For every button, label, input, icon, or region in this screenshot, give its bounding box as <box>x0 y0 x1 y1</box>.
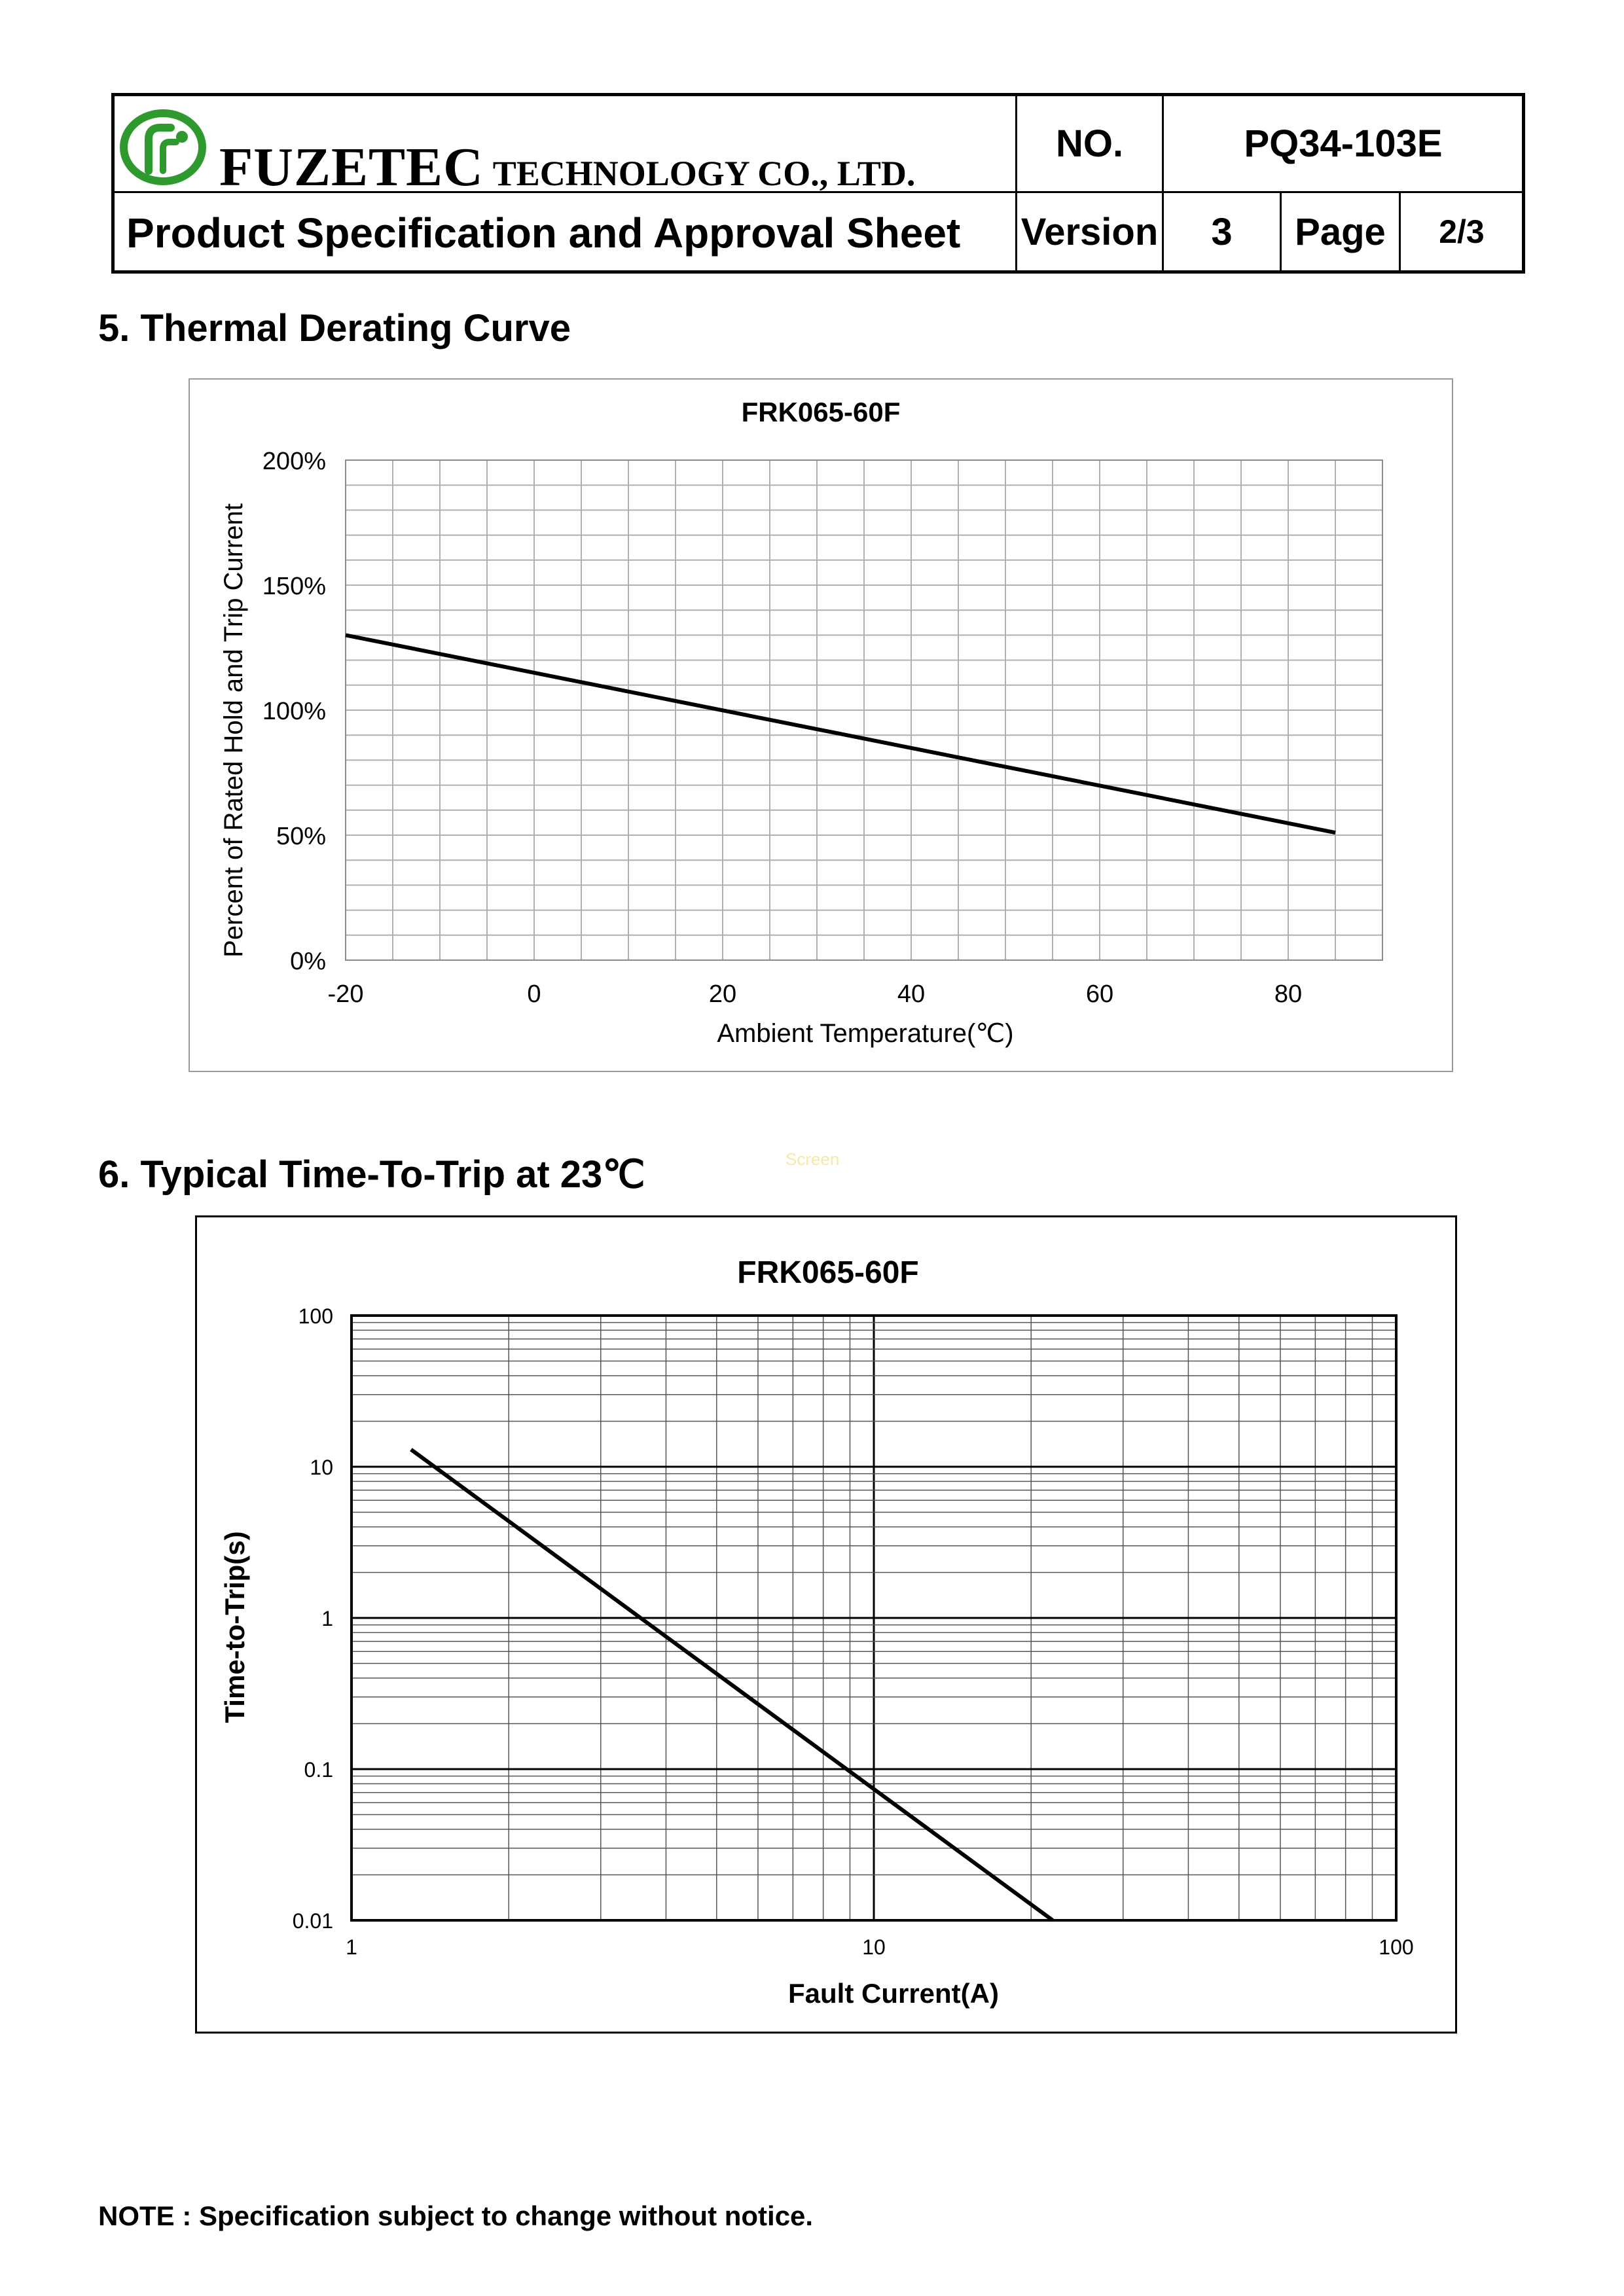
version-value: 3 <box>1211 210 1233 253</box>
chart2-y-tick-label: 100 <box>298 1304 333 1328</box>
version-label: Version <box>1020 210 1159 253</box>
chart1-x-tick-label: 40 <box>897 980 926 1008</box>
chart1-grid <box>346 460 1382 960</box>
chart1-x-tick-label: 0 <box>527 980 541 1008</box>
chart2-grid <box>352 1316 1396 1920</box>
chart1-x-tick-label: 20 <box>708 980 737 1008</box>
fuzetec-logo <box>120 108 210 185</box>
chart1-y-tick-label: 200% <box>262 448 326 475</box>
chart1-y-tick-label: 150% <box>262 573 326 600</box>
chart2-y-tick-label: 0.1 <box>304 1758 333 1782</box>
chart1-y-tick-label: 50% <box>276 823 326 850</box>
faint-mark-text: Screen <box>785 1149 840 1169</box>
section-5-title: 5. Thermal Derating Curve <box>98 307 571 350</box>
chart2-x-axis-label: Fault Current(A) <box>788 1978 999 2009</box>
chart1-series <box>346 635 1335 833</box>
chart1-title: FRK065-60F <box>741 397 901 427</box>
company-name-main: FUZETEC <box>219 137 484 198</box>
footer-note: NOTE : Specification subject to change without notice. <box>98 2200 814 2231</box>
thermal-derating-chart <box>190 380 1452 1071</box>
time-to-trip-chart-frame <box>195 1215 1457 2034</box>
chart2-x-tick-label: 10 <box>862 1935 886 1959</box>
chart2-x-tick-label: 1 <box>346 1935 357 1959</box>
chart1-series-line <box>346 635 1335 833</box>
chart2-series-line <box>411 1450 1053 1920</box>
chart2-y-tick-label: 1 <box>321 1607 333 1630</box>
chart2-x-ticks <box>346 1935 1414 1959</box>
chart2-y-tick-label: 0.01 <box>292 1909 333 1933</box>
company-name <box>219 135 915 199</box>
chart1-y-axis-label: Percent of Rated Hold and Trip Current <box>219 503 248 958</box>
document-header <box>111 93 1525 274</box>
chart2-title: FRK065-60F <box>737 1255 919 1290</box>
chart2-y-tick-label: 10 <box>310 1456 333 1479</box>
chart1-y-ticks <box>262 448 326 975</box>
chart1-x-tick-label: 60 <box>1085 980 1114 1008</box>
no-label: NO. <box>1055 122 1124 165</box>
chart1-y-tick-label: 0% <box>290 948 326 975</box>
company-name-suffix: TECHNOLOGY CO., LTD. <box>492 154 916 193</box>
page-label: Page <box>1295 210 1386 253</box>
chart1-x-tick-label: -20 <box>327 980 364 1008</box>
time-to-trip-chart <box>197 1217 1455 2032</box>
thermal-derating-chart-frame <box>189 378 1453 1072</box>
chart2-y-axis-label: Time-to-Trip(s) <box>219 1531 250 1723</box>
document-number: PQ34-103E <box>1244 122 1443 165</box>
chart2-x-tick-label: 100 <box>1379 1935 1414 1959</box>
chart2-series <box>411 1450 1053 1920</box>
document-title: Product Specification and Approval Sheet <box>126 209 961 257</box>
company-cell <box>115 96 1018 198</box>
chart1-x-tick-label: 80 <box>1274 980 1303 1008</box>
chart1-x-ticks <box>328 980 1303 1008</box>
page-number: 2/3 <box>1439 213 1485 250</box>
chart1-x-axis-label: Ambient Temperature(℃) <box>717 1019 1014 1048</box>
chart1-y-tick-label: 100% <box>262 698 326 725</box>
chart2-y-ticks <box>293 1304 333 1933</box>
section-6-title: 6. Typical Time-To-Trip at 23℃ <box>98 1153 645 1196</box>
